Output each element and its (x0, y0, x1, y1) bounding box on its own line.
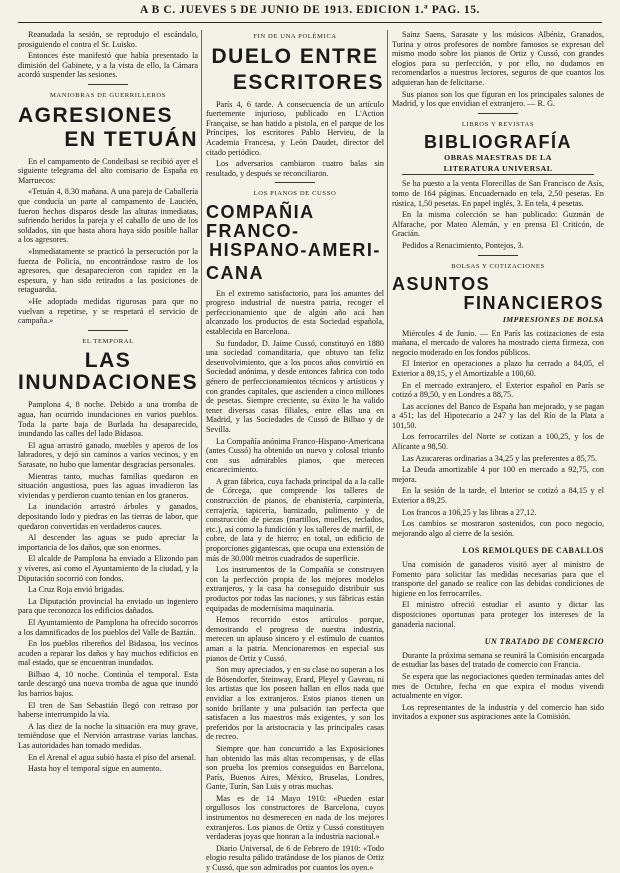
section-rule (478, 113, 518, 114)
article-paragraph: A las diez de la noche la situación era muy grave, temiéndose que el Nervión arrastrase varias lanchas. Las autoridades han tomado medidas. (18, 721, 198, 751)
article-paragraph: Las acciones del Banco de España han mejorado, y se pagan a 451; las del Hipotecario a 247 y las del Río de la Plata a 101,50. (392, 401, 604, 430)
article-paragraph: Miércoles 4 de Junio. — En París las cotizaciones de esta mañana, el mercado de valores ha mostrado cierta firmeza, con negocio moderado en los fondos públicos. (392, 328, 604, 357)
section-rule (275, 182, 315, 183)
article-paragraph: En el mercado extranjero, el Exterior español en París se cotizó a 89,50, y en Londres a 88,75. (392, 380, 604, 400)
article-paragraph: Mas es de 14 Mayo 1910: «Pueden estar orgullosos los constructores de Barcelona, cuyos instrumentos no desmerecen en nada de los mejores extranjeros. Los pianos de Ortiz y Cussó constituyen verdaderas joyas que honran a la industria nacional.» (206, 793, 384, 842)
article-paragraph: La Compañía anónima Franco-Hispano-Americana (antes Cussó) ha obtenido un nuevo y colosal triunfo con sus admirables pianos, que merecen encarecimiento. (206, 436, 385, 475)
page-header: A B C. JUEVES 5 DE JUNIO DE 1913. EDICION 1.ª PAG. 15. (139, 4, 481, 16)
article-paragraph: En el campamento de Condeibasi se recibió ayer el siguiente telegrama del alto comisario de España en Marruecos: (18, 156, 198, 185)
article-paragraph: Pamplona 4, 8 noche. Debido a una tromba de agua, han ocurrido inundaciones en varios pueblos. Toda la parte baja de Burlada ha desaparecido, inundando las calles del lado Bidasoa. (18, 400, 198, 439)
article-paragraph: El agua arrastró ganado, muebles y aperos de los labradores, y dejó sin caminos a varios vecinos, y en Sarasate, no hubo que lamentar desgracias personales. (18, 440, 198, 469)
article-paragraph: La Deuda amortizable 4 por 100 en mercado a 92,75, con mejora. (392, 465, 604, 484)
article-paragraph: El alcalde de Pamplona ha enviado a Elizondo pan y víveres, así como el Ayuntamiento de la ciudad, y la Diputación socorrió con fondos. (18, 554, 198, 583)
section-kicker: MANIOBRAS DE GUERRILLEROS (49, 91, 167, 99)
article-paragraph: La Cruz Roja envió brigadas. (28, 585, 125, 595)
subheadline: OBRAS MAESTRAS DE LA (444, 153, 552, 163)
article-paragraph: »Inmediatamente se practicó la persecución por la fuerza de Policía, no encontrándose rastro de los agresores, que desaparecieron con rapidez en la espesura, y han sido retirados a las posiciones de retaguardia. (18, 247, 198, 295)
article-paragraph: Diario Universal, de 6 de Febrero de 1910: «Todo elogio resulta pálido tratándose de los pianos de Ortiz y Cussó, que son admirados por cuantos los oyen.» (206, 843, 384, 873)
section-kicker: FIN DE UNA POLÉMICA (253, 33, 337, 40)
headline-duelo-2: ESCRITORES (232, 70, 384, 94)
section-rule (88, 330, 128, 331)
article-paragraph: «Tetuán 4, 8.30 mañana. A una pareja de Caballería que conducía un parte al campamento de Laucién, fueron hechos disparos desde las alturas inmediatas, sufriendo heridos la pareja y el caballo de uno de los soldados, sin que hasta ahora haya sido posible hallar a los agresores. (18, 187, 198, 245)
headline-asuntos-1: ASUNTOS (392, 274, 491, 295)
article-paragraph: Su fundador, D. Jaime Cussó, constituyó en 1880 una sociedad comanditaria, que obtuvo tan feliz desenvolvimiento, que a los pocos años convirtió en Sociedad anónima, y desde entonces fabrica con todo género de perfeccionamientos técnicos y artísticos y con grandes capitales, que ascienden a cinco millones de pesetas. Siempre creciente, su éxito le ha valido tener diversas casas filiales, entre ellas una en Madrid, y las Sociedades de Cussó de Bilbao y de Sevilla. (206, 338, 384, 434)
section-kicker: EL TEMPORAL (82, 337, 134, 345)
headline-duelo-1: DUELO ENTRE (211, 44, 379, 68)
article-paragraph: Los representantes de la industria y del comercio han sido invitados a exponer sus aspiraciones ante la Comisión. (392, 702, 604, 722)
article-paragraph: La Diputación provincial ha enviado un ingeniero para que reconozca los edificios dañados. (18, 596, 198, 616)
article-paragraph: Siempre que han concurrido a las Exposiciones han obtenido las más altas recompensas, y de ellas son prueba los premios conseguidos en Barcelona, París, Buenos Aires, México, Bruselas, Londres, Gante, Turín, San Luis y otras muchas. (206, 743, 384, 792)
section-heading: LOS REMOLQUES DE CABALLOS (462, 546, 604, 556)
headline-inundaciones: LAS INUNDACIONES (18, 349, 199, 395)
article-paragraph: El ministro ofreció estudiar el asunto y dictar las disposiciones oportunas para proteger los intereses de la ganadería nacional. (392, 600, 604, 629)
section-rule (478, 255, 518, 256)
article-paragraph: El Interior en operaciones a plazo ha cerrado a 84,05, el Exterior a 89,15, y el Amortizable a 100,60. (392, 359, 604, 378)
article-paragraph: En los pueblos ribereños del Bidasoa, los vecinos acuden a reparar los daños y hay muchos edificios en mal estado, que se encuentran inundados. (18, 639, 198, 668)
article-paragraph: Se ha puesto a la venta Florecillas de San Francisco de Asís, tomo de 164 páginas. Encuadernado en tela, 2,50 pesetas. En rústica, 1,50 pesetas. En papel inglés, 3. En tela, 4 pesetas. (392, 179, 604, 208)
article-paragraph: En la sesión de la tarde, el Interior se cotizó a 84,15 y el Exterior a 89,25. (392, 486, 604, 506)
article-paragraph: Los cambios se mostraron sostenidos, con poco negocio, mejorando algo al cierre de la sesión. (392, 519, 604, 538)
column-divider (387, 30, 388, 820)
article-paragraph: París 4, 6 tarde. A consecuencia de un artículo fuertemente injurioso, publicado en L'Action Française, se han batido a pistola, en el parque de los Príncipes, los escritores Pablo Hervieu, de la Academia Francesa, y León Daudet, director del citado periódico. (206, 99, 384, 157)
headline-compania-1: COMPAÑIA FRANCO- (206, 202, 314, 241)
article-paragraph: Se espera que las negociaciones queden terminadas antes del mes de Octubre, fecha en que expira el modus vivendi actualmente en vigor. (392, 671, 604, 701)
headline-compania-3: CANA (206, 262, 264, 283)
article-paragraph: Hasta hoy el temporal sigue en aumento. (28, 764, 162, 774)
article-paragraph: A gran fábrica, cuya fachada principal da a la calle de Córcega, que comprende los talleres de construcción de pianos, de ebanistería, carpintería, cerrajería, tapicería, barnizado, pulimento y de construcción de piezas (martillos, muelles, teclados, etc.), así como la fundición y los talleres de marfil, de cobre, de lata y de hierro; en total, un edificio de proporciones gigantescas, que ocupa una extensión de más de 30.000 metros cuadrados de superficie. (206, 476, 384, 563)
article-paragraph: Las Azucareras ordinarias a 34,25 y las preferentes a 85,75. (402, 453, 598, 463)
header-rule (18, 22, 602, 23)
article-paragraph: En la misma colección se han publicado: Guzmán de Alfarache, por Mateo Alemán, y en prensa El Criticón, de Gracián. (392, 210, 604, 239)
article-paragraph: En el extremo satisfactorio, para los amantes del progreso industrial de nuestra patria, recoger el perfeccionamiento que de algún año acá han alcanzado los productos de esta Sociedad española, establecida en Barcelona. (206, 288, 384, 336)
column-3 (392, 30, 604, 824)
headline-compania-2: HISPANO-AMERI- (209, 239, 381, 260)
headline-agresiones-2: EN TETUÁN (64, 127, 198, 151)
section-kicker: LIBROS Y REVISTAS (461, 120, 535, 128)
subheadline: LITERATURA UNIVERSAL (402, 164, 594, 176)
intro-paragraph: Entonces éste manifestó que había presentado la dimisión del Gabinete, y a la vista de ello, la Cámara acordó suspender las sesiones. (18, 51, 198, 80)
article-paragraph: En el Arenal el agua subió hasta el piso del arsenal. (28, 752, 197, 762)
article-paragraph: Los adversarios cambiaron cuatro balas sin resultado, y después se reconciliaron. (206, 159, 384, 178)
headline-bibliografia: BIBLIOGRAFÍA (424, 132, 572, 153)
article-paragraph: Mientras tanto, muchas familias quedaron en situación angustiosa, pues las aguas invadieron las viviendas y perdieron cuanto tenían en los graneros. (18, 471, 198, 500)
article-paragraph: Bilbao 4, 10 noche. Continúa el temporal. Esta tarde descargó una nueva tromba de agua que inundó los barrios bajos. (18, 669, 198, 699)
section-kicker: LOS PIANOS DE CUSSO (253, 190, 337, 198)
article-paragraph: Una comisión de ganaderos visitó ayer al ministro de Fomento para solicitar las medidas necesarias para que el transporte del ganado se realice con las debidas condiciones de higiene en los ferrocarriles. (392, 560, 604, 598)
section-heading: UN TRATADO DE COMERCIO (484, 637, 604, 647)
intro-paragraph: Reanudada la sesión, se reprodujo el escándalo, prosiguiendo el contra el Sr. Luisko. (18, 30, 198, 49)
article-paragraph: Durante la próxima semana se reunirá la Comisión encargada de estudiar las bases del tratado de comercio con Francia. (392, 650, 604, 670)
article-paragraph: Los ferrocarriles del Norte se cotizan a 100,25, y los de Alicante a 98,50. (392, 432, 604, 452)
article-paragraph: La inundación arrastró árboles y ganados, depositando lodo y piedras en las tierras de labor, que quedaron convertidas en verdaderos cauces. (18, 502, 198, 531)
section-rule (88, 84, 128, 85)
column-1 (18, 30, 198, 824)
article-paragraph: Los instrumentos de la Compañía se construyen con la perfección propia de los mejores modelos extranjeros, y la casa ha conseguido distribuir sus productos por todas las naciones, y sus fábricas están equipadas de modernísima maquinaria. (206, 565, 384, 613)
headline-agresiones-1: AGRESIONES (18, 103, 174, 127)
article-paragraph: »He adoptado medidas rigurosas para que no vuelvan a repetirse, y se respetará el servicio de campaña.» (18, 296, 198, 326)
article-paragraph: El Ayuntamiento de Pamplona ha ofrecido socorros a los damnificados de los pueblos del Valle de Baztán. (18, 617, 198, 637)
intro-paragraph: Sainz Saens, Sarasate y los músicos Albéniz, Granados, Turina y otros profesores de nombre famosos se expresan del mismo modo sobre los pianos de Ortiz y Cussó, con grandes elogios para su perfección, y por ello, no dudamos en recomendarlos a nuestros lectores, seguros de que cuantos los adquieran han de felicitarse. (392, 30, 604, 87)
column-2 (206, 30, 385, 873)
article-paragraph: El tren de San Sebastián llegó con retraso por haberse interrumpido la vía. (18, 700, 198, 720)
headline-asuntos-2: FINANCIEROS (463, 293, 604, 314)
article-paragraph: Los francos a 106,25 y las libras a 27,12. (402, 507, 537, 517)
column-divider (201, 30, 202, 820)
article-paragraph: Al descender las aguas se pudo apreciar la importancia de los daños, que son enormes. (18, 533, 198, 552)
article-paragraph: Hemos recorrido estos artículos porque, demostrando el progreso de nuestra industria, merecen un aplauso sincero y el estímulo de cuantos aman a la patria. Mencionaremos en especial sus pianos de Ortiz y Cussó. (206, 615, 384, 663)
article-paragraph: Son muy apreciados, y en su clase no superan a los de Bösendorfer, Steinway, Erard, Pleyel y Gaveau, ni los artistas que los poseen hallan en ellos nada que envidiar a los extranjeros. Estos pianos tienen un sonido brillante y una pulsación tan perfecta que satisfacen a los maestros más exigentes, y son los preferidos por la aristocracia y las principales casas de recreo. (206, 665, 384, 742)
section-kicker: BOLSAS Y COTIZACIONES (451, 262, 545, 270)
article-paragraph: Pedidos a Renacimiento, Pontejos, 3. (402, 240, 524, 250)
intro-paragraph: Sus pianos son los que figuran en los principales salones de Madrid, y los que envidian el extranjero. — R. G. (392, 89, 604, 109)
subheadline: IMPRESIONES DE BOLSA (502, 314, 604, 324)
